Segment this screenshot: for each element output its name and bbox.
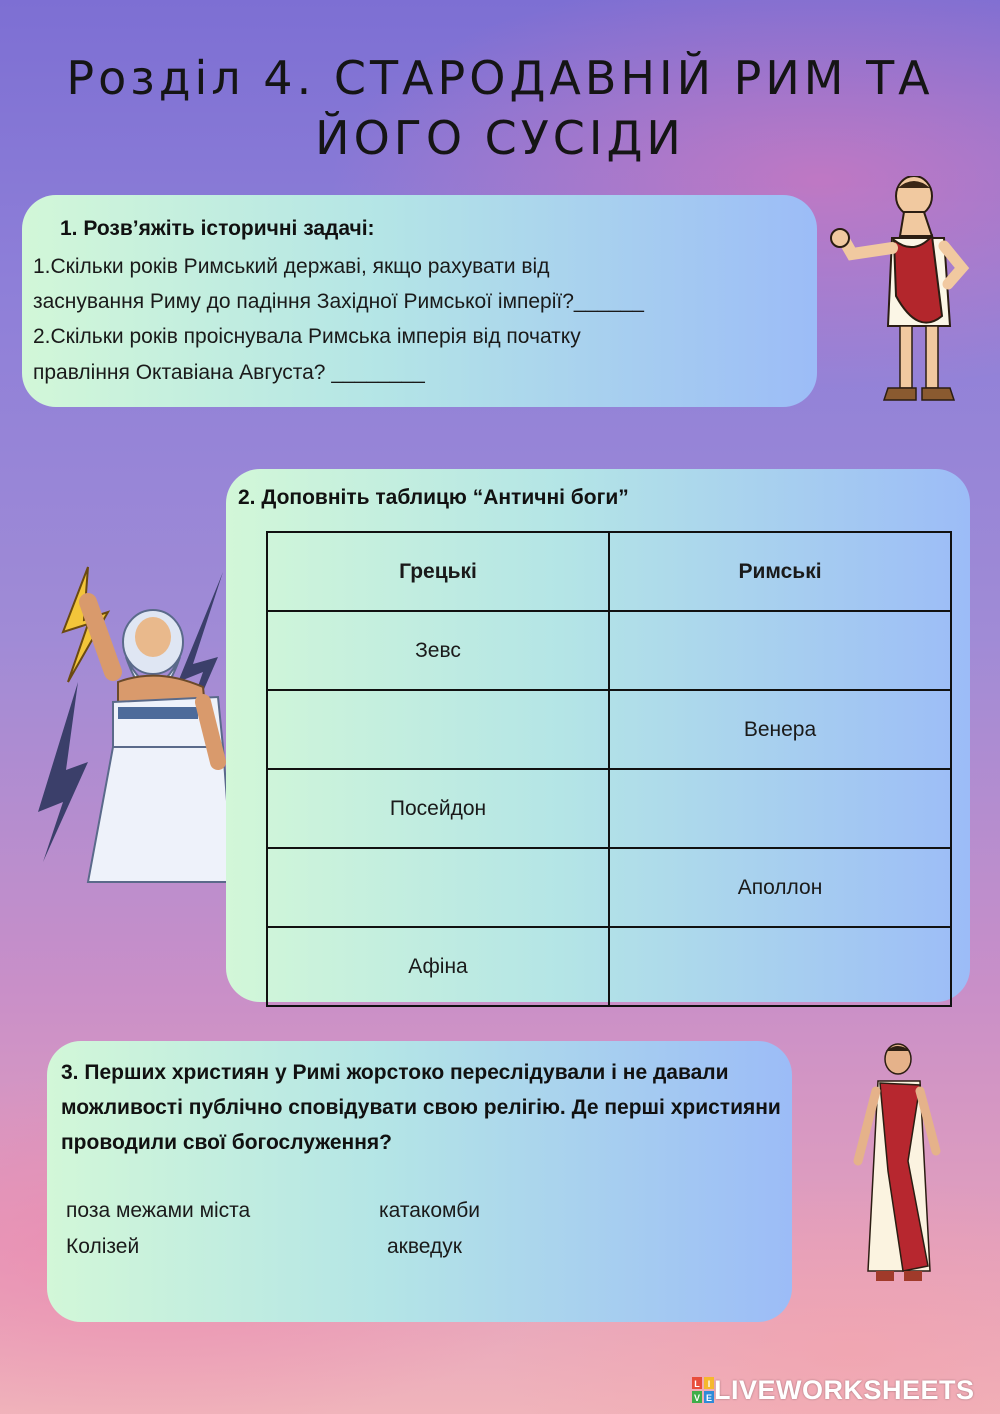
answer-option[interactable]: акведук	[387, 1235, 462, 1258]
liveworksheets-logo-icon	[692, 1377, 714, 1403]
table-row	[267, 848, 951, 927]
task2-heading: 2. Доповніть таблицю “Античні боги”	[238, 486, 629, 509]
answer-option[interactable]: поза межами міста	[66, 1199, 251, 1222]
svg-text:L: L	[694, 1379, 700, 1389]
svg-text:E: E	[705, 1393, 713, 1403]
greek-cell: Посейдон	[267, 769, 609, 848]
task1-question2-line1: 2.Скільки років проіснувала Римська імперія від початку	[33, 325, 581, 348]
liveworksheets-logo	[692, 1375, 975, 1405]
answer-option[interactable]: катакомби	[379, 1199, 480, 1222]
roman-cell: Аполлон	[609, 848, 951, 927]
logo-text: LIVEWORKSHEETS	[714, 1374, 975, 1405]
task1-card	[22, 195, 817, 407]
roman-answer-cell[interactable]	[609, 927, 951, 1006]
roman-answer-cell[interactable]	[609, 611, 951, 690]
task1-question2-line2: правління Октавіана Августа? ________	[33, 361, 425, 384]
task1-heading: 1. Розв’яжіть історичні задачі:	[60, 217, 375, 240]
roman-answer-cell[interactable]	[609, 769, 951, 848]
roman-senator-illustration	[848, 1041, 953, 1291]
column-header-roman: Римські	[609, 532, 951, 611]
column-header-greek: Грецькі	[267, 532, 609, 611]
table-row	[267, 611, 951, 690]
table-header-row	[267, 532, 951, 611]
page-title: Розділ 4. СТАРОДАВНІЙ РИМ ТА ЙОГО СУСІДИ	[66, 51, 934, 165]
roman-cell: Венера	[609, 690, 951, 769]
task3-question: 3. Перших християн у Римі жорстоко переслідували і не давали можливості публічно сповідувати свою релігію. Де перші християни проводили свої богослуження?	[61, 1061, 781, 1154]
table-row	[267, 769, 951, 848]
task2-card	[226, 469, 970, 1002]
zeus-illustration	[18, 562, 233, 887]
gods-table	[266, 531, 952, 1007]
answer-option[interactable]: Колізей	[66, 1235, 140, 1258]
table-row	[267, 690, 951, 769]
task1-question1-line1: 1.Скільки років Римський державі, якщо рахувати від	[33, 255, 550, 278]
svg-text:V: V	[693, 1393, 701, 1403]
task1-question1-line2: заснування Риму до падіння Західної Римської імперії?______	[33, 290, 644, 313]
greek-cell: Зевс	[267, 611, 609, 690]
greek-cell: Афіна	[267, 927, 609, 1006]
greek-answer-cell[interactable]	[267, 848, 609, 927]
svg-text:I: I	[707, 1379, 711, 1389]
table-row	[267, 927, 951, 1006]
task3-card	[47, 1041, 792, 1322]
greek-answer-cell[interactable]	[267, 690, 609, 769]
roman-man-thumbs-up-illustration	[822, 176, 972, 411]
